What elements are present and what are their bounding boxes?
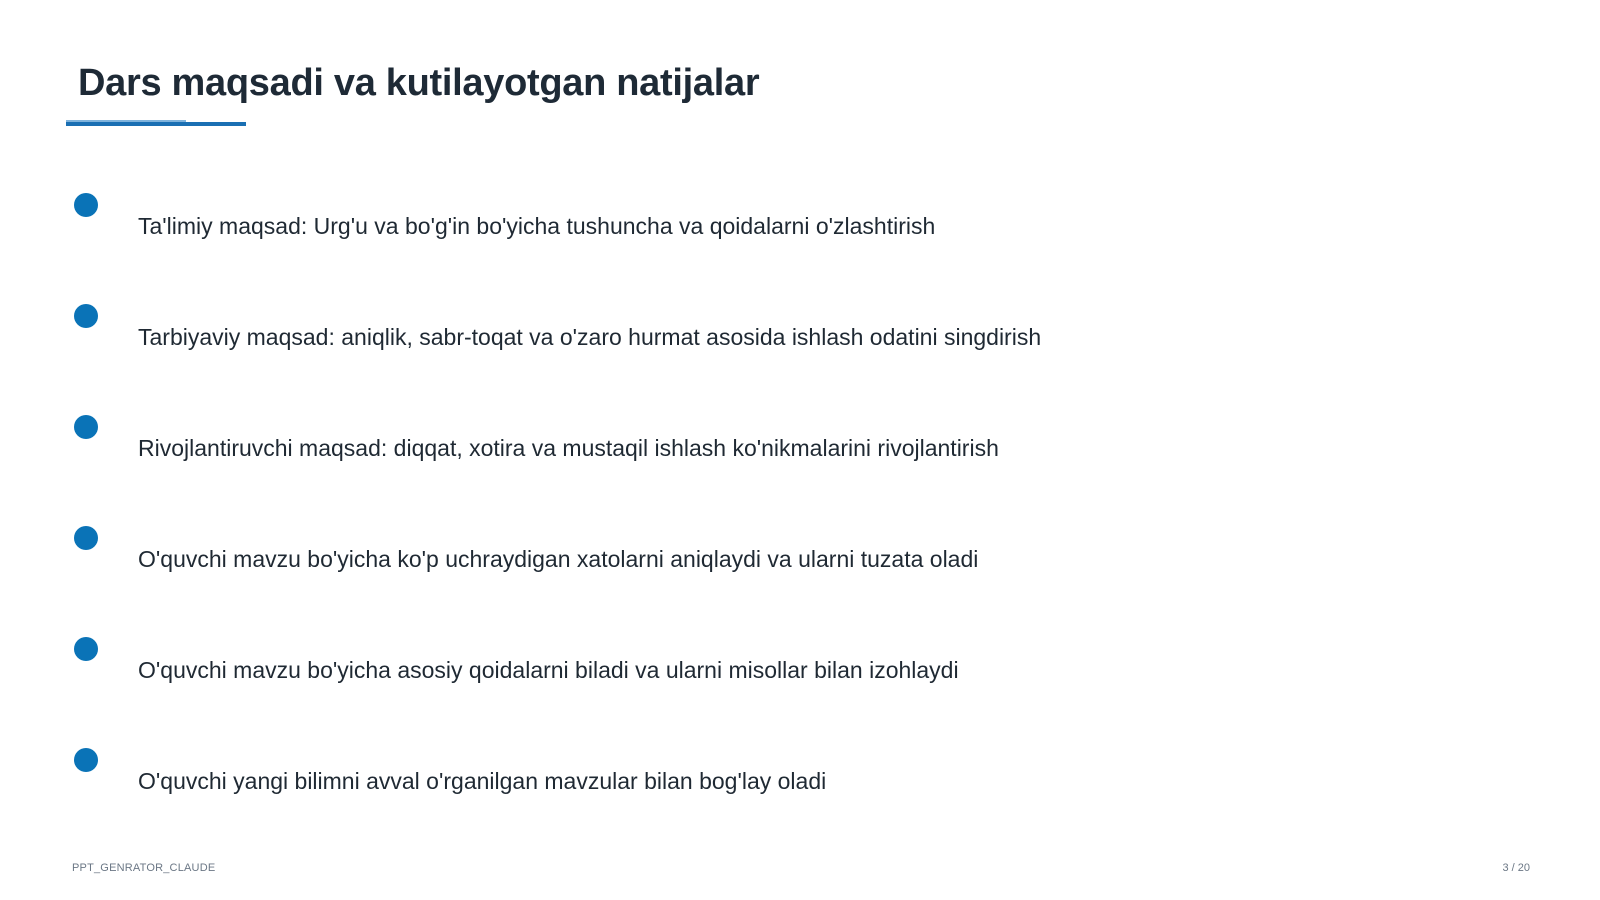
bullet-text: O'quvchi mavzu bo'yicha ko'p uchraydigan xatolarni aniqlaydi va ularni tuzata oladi: [138, 546, 979, 572]
list-item: [74, 526, 1274, 586]
bullet-text: O'quvchi mavzu bo'yicha asosiy qoidalarni biladi va ularni misollar bilan izohlaydi: [138, 657, 959, 683]
bullet-dot-icon: [74, 193, 98, 217]
list-item: [74, 637, 1274, 697]
footer-source: PPT_GENRATOR_CLAUDE: [72, 862, 216, 874]
bullet-text: O'quvchi yangi bilimni avval o'rganilgan mavzular bilan bog'lay oladi: [138, 768, 827, 794]
bullet-dot-icon: [74, 415, 98, 439]
bullet-text: Rivojlantiruvchi maqsad: diqqat, xotira va mustaqil ishlash ko'nikmalarini rivojlantirish: [138, 435, 999, 461]
list-item: [74, 193, 1274, 253]
bullet-text: Tarbiyaviy maqsad: aniqlik, sabr-toqat va o'zaro hurmat asosida ishlash odatini singdirish: [138, 324, 1042, 350]
list-item: [74, 415, 1274, 475]
bullet-dot-icon: [74, 304, 98, 328]
bullet-dot-icon: [74, 748, 98, 772]
bullet-text: Ta'limiy maqsad: Urg'u va bo'g'in bo'yicha tushuncha va qoidalarni o'zlashtirish: [138, 213, 936, 239]
title-underline: [66, 122, 246, 126]
list-item: [74, 304, 1274, 364]
bullet-dot-icon: [74, 526, 98, 550]
bullet-dot-icon: [74, 637, 98, 661]
list-item: [74, 748, 1274, 808]
slide-title: Dars maqsadi va kutilayotgan natijalar: [78, 62, 760, 104]
page-number: 3 / 20: [1502, 862, 1530, 874]
